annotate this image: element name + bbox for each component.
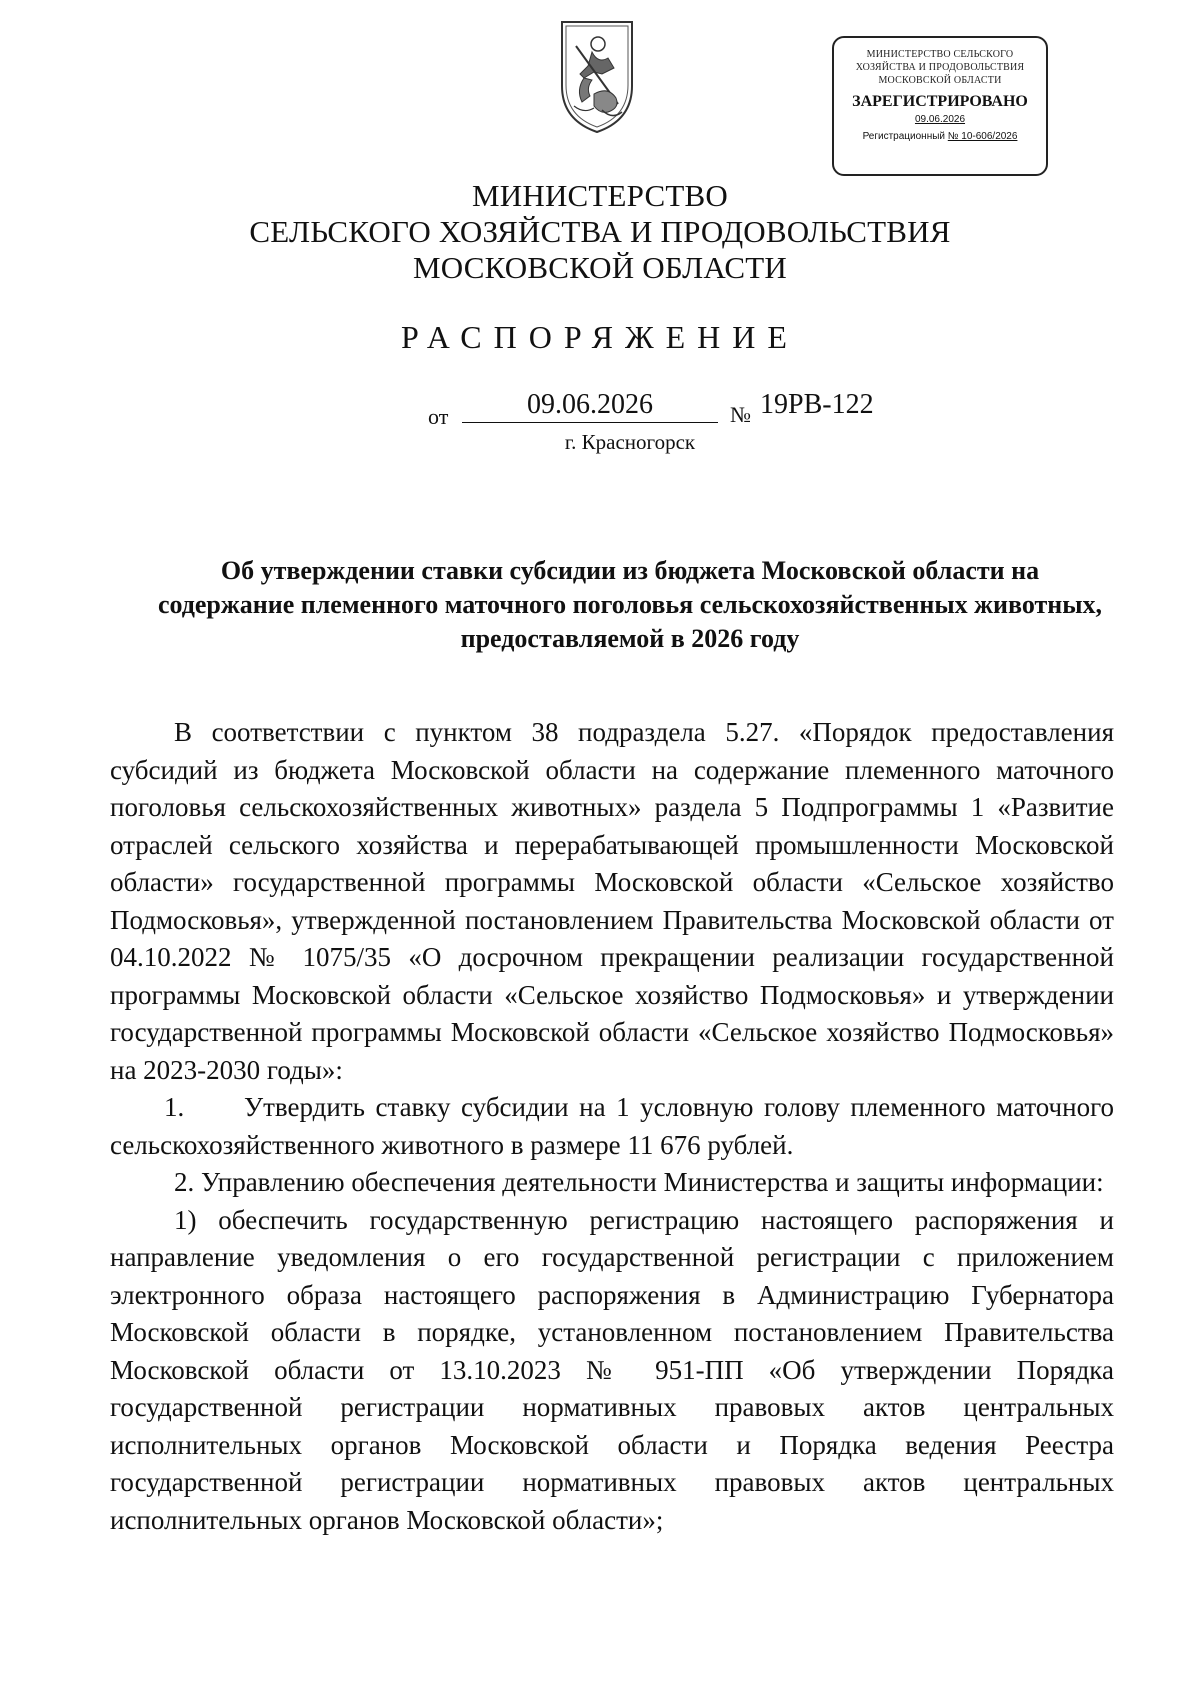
- date-number-row: [0, 388, 1200, 432]
- number-prefix: №: [730, 402, 751, 427]
- stamp-line: ХОЗЯЙСТВА И ПРОДОВОЛЬСТВИЯ: [855, 62, 1025, 73]
- date-prefix: от: [428, 404, 449, 429]
- item-1-text: Утвердить ставку субсидии на 1 условную голову племенного маточного сельскохозяйственного животного в размере 11 676 рублей.: [110, 1092, 1114, 1160]
- stamp-line: МОСКОВСКОЙ ОБЛАСТИ: [878, 75, 1002, 86]
- document-title: Об утверждении ставки субсидии из бюджета Московской области на содержание племенного маточного поголовья сельскохозяйственных животных, предоставляемой в 2026 году: [157, 556, 1103, 653]
- ministry-line: МИНИСТЕРСТВО: [472, 178, 728, 213]
- item-2-sub-1-paragraph: 1) обеспечить государственную регистрацию настоящего распоряжения и направление уведомления о его государственной регистрации с приложением электронного образа настоящего распоряжения в Администрацию Губернатора Московской области в порядке, установленном постановлением Правительства Московской области от 13.10.2023 № 951-ПП «Об утверждении Порядка государственной регистрации нормативных правовых актов центральных исполнительных органов Московской области и Порядка ведения Реестра государственной регистрации нормативных правовых актов центральных исполнительных органов Московской области»;: [110, 1204, 1114, 1535]
- ministry-line: СЕЛЬСКОГО ХОЗЯЙСТВА И ПРОДОВОЛЬСТВИЯ: [249, 214, 951, 249]
- document-date: 09.06.2026: [462, 388, 718, 423]
- stamp-registration-number: [834, 129, 1046, 145]
- stamp-reg-label: Регистрационный: [862, 131, 945, 142]
- item-1-number: 1.: [164, 1092, 185, 1122]
- item-1-paragraph: [110, 1089, 1114, 1164]
- stamp-date: 09.06.2026: [914, 114, 966, 125]
- stamp-status: ЗАРЕГИСТРИРОВАНО: [852, 93, 1028, 110]
- ministry-line: МОСКОВСКОЙ ОБЛАСТИ: [413, 250, 787, 285]
- document-number: 19РВ-122: [760, 389, 874, 420]
- coat-of-arms-icon: [554, 16, 640, 136]
- ministry-name: [0, 178, 1200, 286]
- stamp-line: МИНИСТЕРСТВО СЕЛЬСКОГО: [866, 49, 1014, 60]
- document-body: [110, 714, 1114, 1539]
- document-type: РАСПОРЯЖЕНИЕ: [401, 319, 799, 355]
- preamble-paragraph: В соответствии с пунктом 38 подраздела 5.27. «Порядок предоставления субсидий из бюджета Московской области на содержание племенного маточного поголовья сельскохозяйственных животных» раздела 5 Подпрограммы 1 «Развитие отраслей сельского хозяйства и перерабатывающей промышленности Московской области» государственной программы Московской области «Сельское хозяйство Подмосковья», утвержденной постановлением Правительства Московской области от 04.10.2022 № 1075/35 «О досрочном прекращении реализации государственной программы Московской области «Сельское хозяйство Подмосковья» и утверждении государственной программы Московской области «Сельское хозяйство Подмосковья» на 2023-2030 годы»:: [110, 717, 1114, 1085]
- city: г. Красногорск: [564, 430, 696, 454]
- stamp-reg-number: № 10-606/2026: [947, 131, 1018, 142]
- item-2-paragraph: 2. Управлению обеспечения деятельности Министерства и защиты информации:: [174, 1167, 1104, 1197]
- registration-stamp: [832, 36, 1048, 176]
